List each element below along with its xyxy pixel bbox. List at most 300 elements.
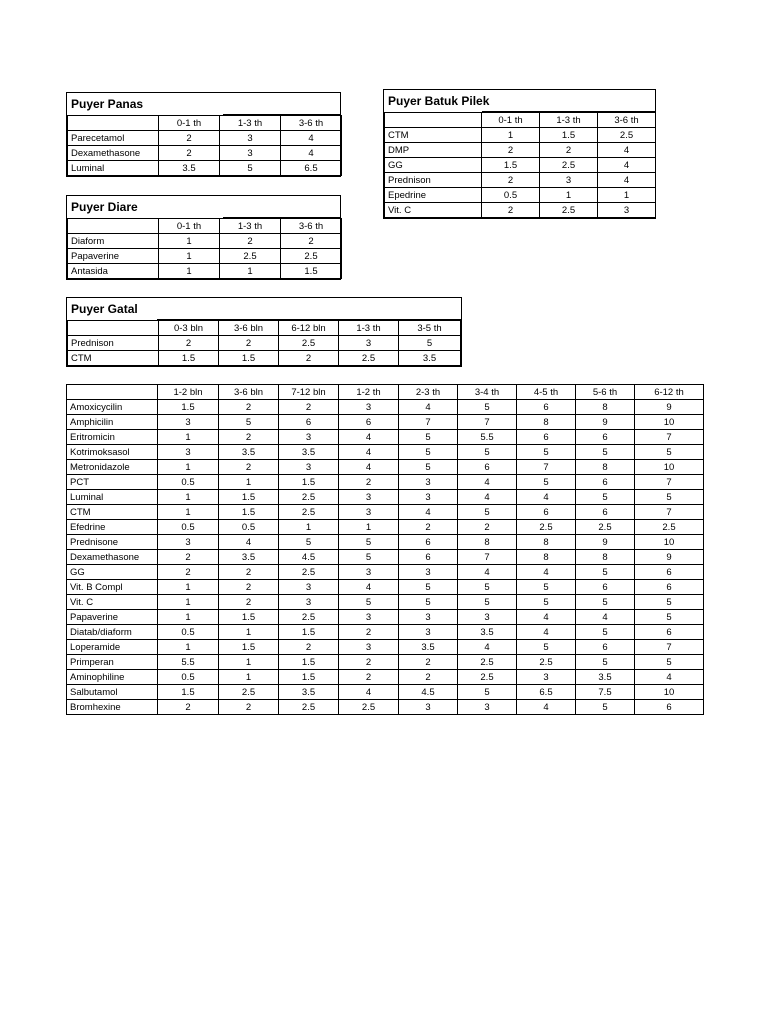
dose-cell: 2	[279, 351, 339, 366]
dose-cell: 6	[576, 430, 635, 445]
dose-cell: 3.5	[399, 351, 461, 366]
column-header-3-4-th: 3-4 th	[458, 385, 517, 400]
dose-cell: 2.5	[279, 505, 339, 520]
dose-cell: 4	[458, 490, 517, 505]
drug-name-cell: Vit. C	[67, 595, 158, 610]
drug-name-cell: CTM	[385, 128, 482, 143]
column-header-1-3-th: 1-3 th	[220, 219, 281, 234]
dose-cell: 5	[517, 445, 576, 460]
puyer-panas-title: Puyer Panas	[67, 93, 340, 115]
dose-cell: 1.5	[482, 158, 540, 173]
dose-cell: 3.5	[279, 445, 339, 460]
dose-cell: 4	[339, 430, 399, 445]
dose-cell: 2.5	[279, 490, 339, 505]
dose-cell: 6	[279, 415, 339, 430]
dose-cell: 3	[279, 460, 339, 475]
dose-cell: 1	[158, 595, 219, 610]
table-header-row	[385, 113, 656, 128]
dose-cell: 5	[635, 445, 704, 460]
dose-cell: 5	[399, 430, 458, 445]
dose-cell: 6	[399, 535, 458, 550]
dose-cell: 4	[598, 143, 656, 158]
drug-name-cell: Luminal	[68, 161, 159, 176]
drug-name-cell: Epedrine	[385, 188, 482, 203]
dose-cell: 3	[458, 700, 517, 715]
column-header-3-6-th: 3-6 th	[281, 219, 342, 234]
table-row	[67, 580, 704, 595]
dose-cell: 6	[339, 415, 399, 430]
puyer-diare-block	[66, 195, 341, 280]
dose-cell: 1.5	[279, 670, 339, 685]
dose-cell: 6	[576, 580, 635, 595]
drug-name-cell: Prednison	[385, 173, 482, 188]
header-blank-cell	[67, 385, 158, 400]
dose-cell: 3	[279, 430, 339, 445]
dose-cell: 9	[576, 535, 635, 550]
dose-cell: 2	[399, 670, 458, 685]
dose-cell: 4	[517, 490, 576, 505]
drug-name-cell: Luminal	[67, 490, 158, 505]
dose-cell: 2.5	[635, 520, 704, 535]
dose-cell: 4.5	[279, 550, 339, 565]
dose-cell: 1	[540, 188, 598, 203]
column-header-0-1-th: 0-1 th	[159, 116, 220, 131]
dose-cell: 5	[399, 580, 458, 595]
dose-cell: 2	[279, 400, 339, 415]
dose-cell: 2	[219, 460, 279, 475]
table-header-row	[68, 321, 461, 336]
dose-cell: 3.5	[219, 550, 279, 565]
dose-cell: 1	[158, 640, 219, 655]
dose-cell: 2.5	[540, 203, 598, 218]
table-header-row	[68, 116, 342, 131]
header-blank-cell	[68, 116, 159, 131]
dose-cell: 3	[399, 565, 458, 580]
dose-cell: 7	[635, 640, 704, 655]
puyer-panas-table	[67, 115, 342, 176]
dose-cell: 1	[339, 520, 399, 535]
table-row	[67, 640, 704, 655]
table-row	[385, 188, 656, 203]
dose-cell: 6.5	[517, 685, 576, 700]
dose-cell: 2	[219, 580, 279, 595]
dose-cell: 10	[635, 685, 704, 700]
header-blank-cell	[68, 219, 159, 234]
dose-cell: 5	[458, 685, 517, 700]
dosage-main-table	[66, 384, 704, 715]
dose-cell: 0.5	[158, 475, 219, 490]
dose-cell: 8	[517, 535, 576, 550]
dose-cell: 8	[517, 550, 576, 565]
puyer-panas-block	[66, 92, 341, 177]
dose-cell: 4	[458, 475, 517, 490]
dose-cell: 2	[482, 143, 540, 158]
dose-cell: 2.5	[458, 670, 517, 685]
column-header-3-6-bln: 3-6 bln	[219, 321, 279, 336]
dose-cell: 1	[158, 505, 219, 520]
dose-cell: 7.5	[576, 685, 635, 700]
dose-cell: 2.5	[220, 249, 281, 264]
drug-name-cell: Vit. C	[385, 203, 482, 218]
dose-cell: 2.5	[279, 700, 339, 715]
dose-cell: 2	[159, 131, 220, 146]
column-header-1-2-th: 1-2 th	[339, 385, 399, 400]
dose-cell: 5	[576, 655, 635, 670]
column-header-3-6-th: 3-6 th	[598, 113, 656, 128]
drug-name-cell: DMP	[385, 143, 482, 158]
dose-cell: 5	[517, 640, 576, 655]
dose-cell: 1	[598, 188, 656, 203]
dose-cell: 6	[576, 505, 635, 520]
dose-cell: 1.5	[540, 128, 598, 143]
dose-cell: 6	[517, 430, 576, 445]
dose-cell: 6	[635, 625, 704, 640]
column-header-0-1-th: 0-1 th	[159, 219, 220, 234]
dose-cell: 7	[517, 460, 576, 475]
dose-cell: 1.5	[158, 685, 219, 700]
drug-name-cell: Amphicilin	[67, 415, 158, 430]
dose-cell: 5	[339, 595, 399, 610]
dose-cell: 7	[635, 430, 704, 445]
dose-cell: 1	[219, 655, 279, 670]
dose-cell: 6	[458, 460, 517, 475]
drug-name-cell: Efedrine	[67, 520, 158, 535]
dose-cell: 2.5	[279, 565, 339, 580]
dosage-main-block	[66, 384, 703, 715]
dose-cell: 3	[220, 146, 281, 161]
dose-cell: 5	[576, 445, 635, 460]
table-row	[385, 128, 656, 143]
dose-cell: 0.5	[482, 188, 540, 203]
dose-cell: 10	[635, 415, 704, 430]
dose-cell: 1	[159, 234, 220, 249]
table-row	[68, 336, 461, 351]
puyer-gatal-block	[66, 297, 462, 367]
drug-name-cell: Aminophiline	[67, 670, 158, 685]
dose-cell: 9	[576, 415, 635, 430]
column-header-0-3-bln: 0-3 bln	[159, 321, 219, 336]
drug-name-cell: Salbutamol	[67, 685, 158, 700]
drug-name-cell: Bromhexine	[67, 700, 158, 715]
dose-cell: 3	[339, 565, 399, 580]
column-header-6-12-th: 6-12 th	[635, 385, 704, 400]
puyer-diare-title: Puyer Diare	[67, 196, 340, 218]
dose-cell: 6	[635, 700, 704, 715]
dose-cell: 5	[279, 535, 339, 550]
column-header-6-12-bln: 6-12 bln	[279, 321, 339, 336]
dose-cell: 3	[339, 640, 399, 655]
dose-cell: 7	[458, 550, 517, 565]
dose-cell: 2	[482, 173, 540, 188]
dose-cell: 6	[635, 565, 704, 580]
dose-cell: 3.5	[576, 670, 635, 685]
table-row	[67, 610, 704, 625]
dose-cell: 4.5	[399, 685, 458, 700]
dose-cell: 5	[576, 490, 635, 505]
dose-cell: 0.5	[158, 520, 219, 535]
drug-name-cell: GG	[385, 158, 482, 173]
dose-cell: 4	[399, 505, 458, 520]
table-header-row	[67, 385, 704, 400]
dose-cell: 5	[458, 445, 517, 460]
column-header-4-5-th: 4-5 th	[517, 385, 576, 400]
dose-cell: 2.5	[458, 655, 517, 670]
drug-name-cell: CTM	[67, 505, 158, 520]
table-row	[385, 143, 656, 158]
dose-cell: 4	[517, 625, 576, 640]
dose-cell: 1.5	[219, 505, 279, 520]
puyer-diare-table	[67, 218, 342, 279]
dose-cell: 4	[598, 158, 656, 173]
dose-cell: 4	[576, 610, 635, 625]
dose-cell: 8	[576, 400, 635, 415]
dose-cell: 4	[339, 685, 399, 700]
dose-cell: 1	[159, 249, 220, 264]
dose-cell: 2.5	[279, 610, 339, 625]
dose-cell: 1.5	[219, 351, 279, 366]
dose-cell: 5	[458, 400, 517, 415]
table-row	[67, 670, 704, 685]
dose-cell: 2	[219, 565, 279, 580]
dose-cell: 5	[399, 445, 458, 460]
dose-cell: 3	[399, 610, 458, 625]
dose-cell: 1	[279, 520, 339, 535]
dose-cell: 5	[576, 565, 635, 580]
dose-cell: 1.5	[281, 264, 342, 279]
dose-cell: 4	[598, 173, 656, 188]
dose-cell: 2	[279, 640, 339, 655]
dose-cell: 2	[219, 700, 279, 715]
dose-cell: 3.5	[399, 640, 458, 655]
dose-cell: 7	[635, 505, 704, 520]
dose-cell: 9	[635, 550, 704, 565]
dose-cell: 2.5	[517, 655, 576, 670]
dose-cell: 6	[635, 580, 704, 595]
dose-cell: 1.5	[158, 400, 219, 415]
dose-cell: 4	[339, 460, 399, 475]
dose-cell: 2.5	[339, 700, 399, 715]
dose-cell: 1	[158, 460, 219, 475]
dose-cell: 0.5	[158, 670, 219, 685]
dose-cell: 2	[219, 430, 279, 445]
column-header-1-3-th: 1-3 th	[339, 321, 399, 336]
table-row	[68, 234, 342, 249]
dose-cell: 1	[158, 430, 219, 445]
dose-cell: 3	[339, 336, 399, 351]
dose-cell: 2	[159, 336, 219, 351]
dose-cell: 6	[576, 640, 635, 655]
table-row	[68, 264, 342, 279]
dose-cell: 6	[576, 475, 635, 490]
table-row	[67, 535, 704, 550]
dose-cell: 4	[281, 146, 342, 161]
dose-cell: 4	[458, 565, 517, 580]
table-row	[67, 520, 704, 535]
table-row	[68, 249, 342, 264]
dose-cell: 5	[458, 505, 517, 520]
dose-cell: 1	[219, 625, 279, 640]
drug-name-cell: Metronidazole	[67, 460, 158, 475]
dose-cell: 2	[399, 655, 458, 670]
dose-cell: 8	[517, 415, 576, 430]
dose-cell: 6	[517, 505, 576, 520]
puyer-gatal-title: Puyer Gatal	[67, 298, 461, 320]
dose-cell: 5	[576, 700, 635, 715]
table-row	[67, 490, 704, 505]
dose-cell: 7	[458, 415, 517, 430]
table-row	[67, 505, 704, 520]
column-header-5-6-th: 5-6 th	[576, 385, 635, 400]
dose-cell: 7	[399, 415, 458, 430]
table-row	[68, 161, 342, 176]
table-row	[67, 460, 704, 475]
table-row	[67, 445, 704, 460]
dose-cell: 3	[598, 203, 656, 218]
dose-cell: 5	[399, 595, 458, 610]
column-header-3-6-th: 3-6 th	[281, 116, 342, 131]
dose-cell: 3	[220, 131, 281, 146]
dose-cell: 2.5	[540, 158, 598, 173]
dose-cell: 3	[339, 400, 399, 415]
dose-cell: 1.5	[219, 610, 279, 625]
drug-name-cell: Amoxicycilin	[67, 400, 158, 415]
dose-cell: 4	[635, 670, 704, 685]
drug-name-cell: Primperan	[67, 655, 158, 670]
column-header-1-3-th: 1-3 th	[220, 116, 281, 131]
dose-cell: 5	[399, 460, 458, 475]
dose-cell: 1	[158, 490, 219, 505]
dose-cell: 5	[517, 595, 576, 610]
column-header-2-3-th: 2-3 th	[399, 385, 458, 400]
dose-cell: 1	[158, 610, 219, 625]
dose-cell: 2.5	[598, 128, 656, 143]
dose-cell: 5.5	[158, 655, 219, 670]
dose-cell: 3	[158, 415, 219, 430]
column-header-1-3-th: 1-3 th	[540, 113, 598, 128]
dose-cell: 1.5	[159, 351, 219, 366]
dose-cell: 4	[281, 131, 342, 146]
header-blank-cell	[68, 321, 159, 336]
dose-cell: 3	[339, 490, 399, 505]
drug-name-cell: Diaform	[68, 234, 159, 249]
table-row	[385, 203, 656, 218]
puyer-batuk-pilek-block	[383, 89, 656, 219]
dose-cell: 5	[576, 595, 635, 610]
dose-cell: 3	[458, 610, 517, 625]
dose-cell: 2	[158, 550, 219, 565]
dose-cell: 5	[635, 490, 704, 505]
dose-cell: 9	[635, 400, 704, 415]
dose-cell: 4	[339, 580, 399, 595]
dose-cell: 3	[399, 700, 458, 715]
drug-name-cell: Loperamide	[67, 640, 158, 655]
dose-cell: 2	[158, 565, 219, 580]
puyer-gatal-table	[67, 320, 461, 366]
dose-cell: 5.5	[458, 430, 517, 445]
dose-cell: 3	[279, 595, 339, 610]
dose-cell: 1.5	[279, 625, 339, 640]
dose-cell: 2.5	[281, 249, 342, 264]
table-row	[67, 400, 704, 415]
dose-cell: 4	[339, 445, 399, 460]
dose-cell: 8	[576, 460, 635, 475]
column-header-0-1-th: 0-1 th	[482, 113, 540, 128]
dose-cell: 3.5	[279, 685, 339, 700]
dose-cell: 0.5	[219, 520, 279, 535]
dose-cell: 10	[635, 460, 704, 475]
dose-cell: 2	[220, 234, 281, 249]
dose-cell: 1	[219, 475, 279, 490]
puyer-batuk-pilek-title: Puyer Batuk Pilek	[384, 90, 655, 112]
dose-cell: 3	[339, 610, 399, 625]
dose-cell: 1.5	[279, 475, 339, 490]
dose-cell: 5	[635, 610, 704, 625]
dose-cell: 0.5	[158, 625, 219, 640]
dose-cell: 5	[458, 595, 517, 610]
dose-cell: 2.5	[517, 520, 576, 535]
table-row	[68, 146, 342, 161]
dose-cell: 2.5	[219, 685, 279, 700]
dose-cell: 5	[635, 655, 704, 670]
dose-cell: 3	[399, 625, 458, 640]
dose-cell: 3.5	[159, 161, 220, 176]
table-row	[67, 475, 704, 490]
dose-cell: 2.5	[279, 336, 339, 351]
dose-cell: 5	[399, 336, 461, 351]
drug-name-cell: Prednisone	[67, 535, 158, 550]
dose-cell: 5	[576, 625, 635, 640]
drug-name-cell: CTM	[68, 351, 159, 366]
drug-name-cell: Prednison	[68, 336, 159, 351]
dose-cell: 1.5	[219, 640, 279, 655]
dose-cell: 2	[219, 336, 279, 351]
dose-cell: 6.5	[281, 161, 342, 176]
dose-cell: 5	[220, 161, 281, 176]
dose-cell: 3	[399, 475, 458, 490]
dose-cell: 4	[517, 610, 576, 625]
dose-cell: 2	[158, 700, 219, 715]
table-row	[67, 430, 704, 445]
table-row	[67, 595, 704, 610]
dose-cell: 2.5	[576, 520, 635, 535]
table-header-row	[68, 219, 342, 234]
dose-cell: 2	[339, 475, 399, 490]
dose-cell: 5	[635, 595, 704, 610]
dose-cell: 4	[517, 700, 576, 715]
table-row	[67, 685, 704, 700]
dose-cell: 1	[219, 670, 279, 685]
dose-cell: 2	[219, 595, 279, 610]
column-header-7-12-bln: 7-12 bln	[279, 385, 339, 400]
drug-name-cell: GG	[67, 565, 158, 580]
dose-cell: 5	[219, 415, 279, 430]
drug-name-cell: Diatab/diaform	[67, 625, 158, 640]
drug-name-cell: PCT	[67, 475, 158, 490]
table-row	[67, 655, 704, 670]
dose-cell: 1	[482, 128, 540, 143]
dose-cell: 4	[458, 640, 517, 655]
dose-cell: 2	[219, 400, 279, 415]
header-blank-cell	[385, 113, 482, 128]
dose-cell: 5	[339, 550, 399, 565]
dose-cell: 3	[517, 670, 576, 685]
drug-name-cell: Papaverine	[67, 610, 158, 625]
drug-name-cell: Vit. B Compl	[67, 580, 158, 595]
dose-cell: 6	[517, 400, 576, 415]
dose-cell: 2	[281, 234, 342, 249]
dose-cell: 3	[339, 505, 399, 520]
dose-cell: 3	[279, 580, 339, 595]
